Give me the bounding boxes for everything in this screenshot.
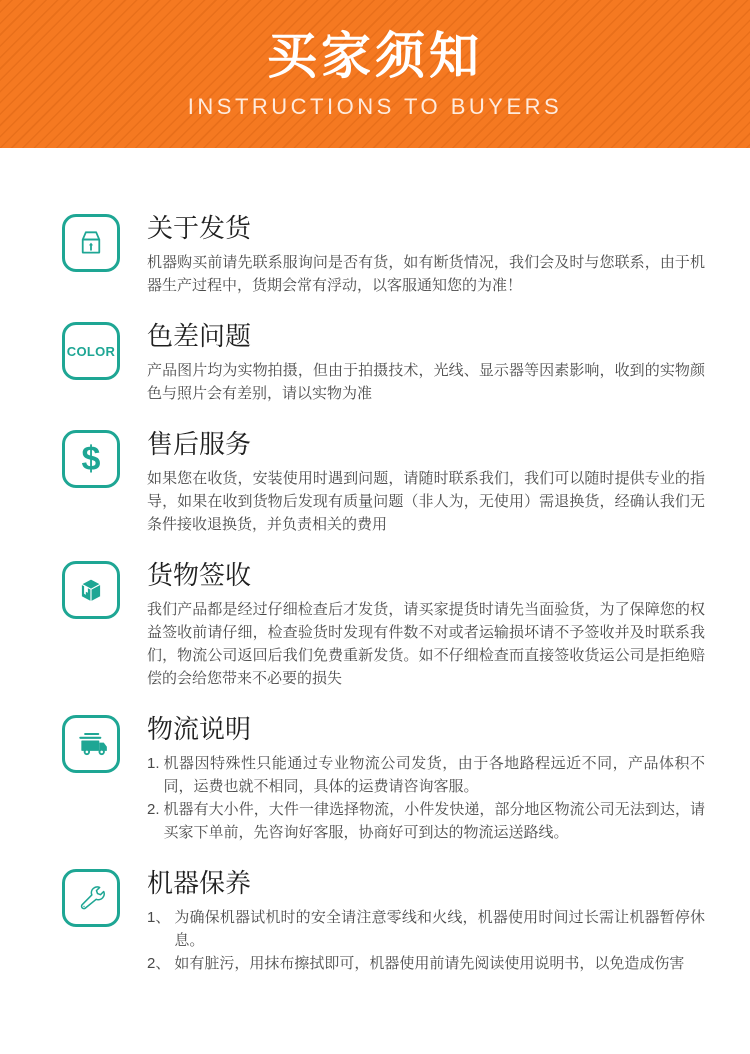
section-title: 机器保养	[147, 868, 252, 898]
wrench-icon	[62, 869, 120, 927]
package-icon	[62, 214, 120, 272]
list-item	[147, 952, 705, 975]
section-title: 物流说明	[147, 714, 252, 744]
color-swatch-icon	[62, 322, 120, 380]
header-banner	[0, 0, 750, 148]
section-title: 售后服务	[147, 429, 252, 459]
section-title: 货物签收	[147, 560, 252, 590]
page-title: 买家须知	[267, 28, 483, 84]
section-after-sales	[62, 428, 705, 536]
page-subtitle: INSTRUCTIONS TO BUYERS	[187, 94, 563, 119]
section-text: 我们产品都是经过仔细检查后才发货，请买家提货时请先当面验货，为了保障您的权益签收前请仔细，检查验货时发现有件数不对或者运输损坏请不予签收并及时联系我们，物流公司返回后我们免费重新发货。如不仔细检查而直接签收货运公司是拒绝赔偿的会给您带来不必要的损失	[147, 601, 705, 687]
list-item-text: 机器有大小件，大件一律选择物流，小件发快递，部分地区物流公司无法到达，请买家下单前，先咨询好客服，协商好可到达的物流运送路线。	[163, 801, 705, 841]
list-item-number: 2.	[147, 801, 160, 818]
numbered-list	[147, 752, 705, 844]
section-text: 如果您在收货，安装使用时遇到问题，请随时联系我们，我们可以随时提供专业的指导，如果在收到货物后发现有质量问题（非人为，无使用）需退换货，经确认我们无条件接收退换货，并负责相关的费用	[147, 470, 705, 533]
section-color-difference	[62, 320, 705, 405]
section-title: 关于发货	[147, 213, 252, 243]
list-item-number: 2、	[147, 955, 171, 972]
list-item	[147, 752, 705, 798]
list-item-number: 1、	[147, 909, 171, 926]
list-item	[147, 906, 705, 952]
section-text: 机器购买前请先联系服询问是否有货，如有断货情况，我们会及时与您联系，由于机器生产过程中，货期会常有浮动，以客服通知您的为准！	[147, 254, 705, 294]
list-item-text: 机器因特殊性只能通过专业物流公司发货，由于各地路程远近不同，产品体积不同，运费也就不相同，具体的运费请咨询客服。	[163, 755, 705, 795]
color-icon-label: COLOR	[66, 343, 116, 359]
list-item-text: 如有脏污，用抹布擦拭即可，机器使用前请先阅读使用说明书，以免造成伤害	[174, 955, 685, 972]
list-item-text: 为确保机器试机时的安全请注意零线和火线，机器使用时间过长需让机器暂停休息。	[174, 909, 705, 949]
section-maintenance	[62, 867, 705, 975]
list-item	[147, 798, 705, 844]
section-goods-receipt	[62, 559, 705, 690]
notice-list	[0, 148, 750, 975]
package-cube-icon	[62, 561, 120, 619]
section-text: 产品图片均为实物拍摄，但由于拍摄技术，光线、显示器等因素影响，收到的实物颜色与照片会有差别，请以实物为准	[147, 362, 705, 402]
dollar-icon	[62, 430, 120, 488]
truck-icon	[62, 715, 120, 773]
dollar-icon-label: $	[81, 440, 101, 478]
section-shipping	[62, 212, 705, 297]
section-title: 色差问题	[147, 321, 252, 351]
section-logistics	[62, 713, 705, 844]
list-item-number: 1.	[147, 755, 160, 772]
numbered-list	[147, 906, 705, 975]
